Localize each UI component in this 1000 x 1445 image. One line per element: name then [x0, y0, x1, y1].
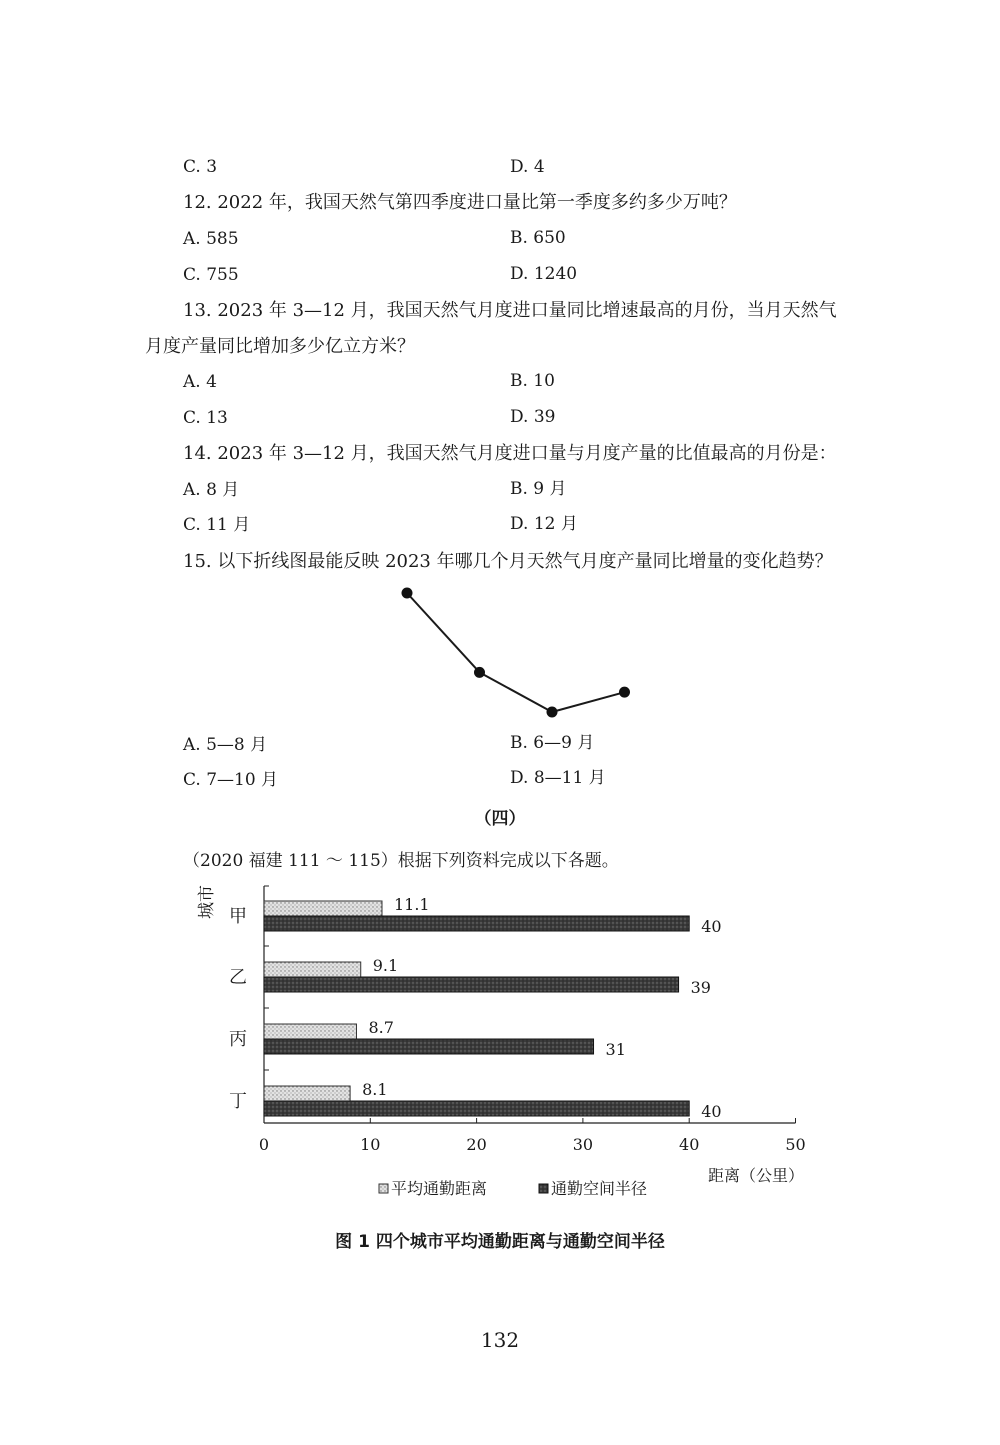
data-label-commute-radius: 31 — [605, 1040, 626, 1059]
x-axis-title: 距离（公里） — [707, 1166, 804, 1185]
x-tick-label: 0 — [258, 1135, 270, 1154]
q13-stem-line2: 月度产量同比增加多少亿立方米？ — [145, 336, 415, 357]
bar-commute-radius — [264, 977, 679, 992]
page-number: 132 — [480, 1328, 520, 1352]
legend-label-average-commute: 平均通勤距离 — [391, 1179, 488, 1198]
bar-average-commute — [264, 1086, 350, 1101]
q14-option-a: A. 8 月 — [183, 480, 240, 500]
category-label: 丙 — [229, 1029, 247, 1050]
section-heading: （四） — [474, 809, 526, 829]
q12-option-b: B. 650 — [510, 228, 566, 248]
bar-commute-radius — [264, 1039, 594, 1054]
x-tick-label: 10 — [360, 1135, 381, 1154]
q13-stem-line1: 13. 2023 年 3—12 月，我国天然气月度进口量同比增速最高的月份，当月天然气 — [183, 300, 837, 321]
legend-swatch-average-commute — [379, 1184, 388, 1193]
trend-point — [402, 588, 413, 599]
x-tick-label: 40 — [679, 1135, 700, 1154]
data-label-average-commute: 9.1 — [372, 956, 399, 975]
trend-point — [619, 687, 630, 698]
q15-option-c: C. 7—10 月 — [183, 770, 279, 790]
data-label-commute-radius: 40 — [701, 917, 722, 936]
q12-option-d: D. 1240 — [510, 264, 578, 284]
q13-option-a: A. 4 — [183, 372, 217, 392]
legend-label-commute-radius: 通勤空间半径 — [551, 1179, 648, 1198]
trend-line-chart — [390, 580, 640, 725]
section-intro: （2020 福建 111 ～ 115）根据下列资料完成以下各题。 — [183, 851, 619, 871]
trend-segment — [552, 692, 625, 712]
legend-swatch-commute-radius — [539, 1184, 548, 1193]
q13-option-b: B. 10 — [510, 371, 555, 391]
data-label-average-commute: 8.1 — [362, 1080, 388, 1099]
trend-point — [547, 707, 558, 718]
category-label: 乙 — [229, 967, 247, 988]
q14-stem: 14. 2023 年 3—12 月，我国天然气月度进口量与月度产量的比值最高的月份是： — [183, 443, 837, 464]
prev-option-c: C. 3 — [183, 157, 218, 177]
q14-option-c: C. 11 月 — [183, 515, 251, 535]
category-label: 丁 — [229, 1091, 247, 1112]
data-label-commute-radius: 40 — [701, 1102, 722, 1121]
trend-segment — [480, 672, 553, 712]
category-label: 甲 — [229, 906, 247, 927]
q13-option-c: C. 13 — [183, 408, 228, 428]
q12-option-a: A. 585 — [183, 229, 239, 249]
q15-option-d: D. 8—11 月 — [510, 768, 606, 788]
bar-average-commute — [264, 1024, 356, 1039]
bar-average-commute — [264, 962, 361, 977]
q12-option-c: C. 755 — [183, 265, 239, 285]
trend-segment — [407, 593, 480, 672]
bar-commute-radius — [264, 1101, 689, 1116]
q12-stem: 12. 2022 年，我国天然气第四季度进口量比第一季度多约多少万吨？ — [183, 192, 737, 213]
q14-option-d: D. 12 月 — [510, 514, 578, 534]
data-label-average-commute: 11.1 — [393, 895, 430, 914]
q14-option-b: B. 9 月 — [510, 479, 567, 499]
y-axis-title: 城市 — [197, 885, 217, 919]
bar-commute-radius — [264, 916, 689, 931]
x-tick-label: 30 — [572, 1135, 594, 1154]
data-label-commute-radius: 39 — [690, 978, 711, 997]
q15-option-b: B. 6—9 月 — [510, 733, 595, 753]
q13-option-d: D. 39 — [510, 407, 556, 427]
x-tick-label: 50 — [785, 1135, 806, 1154]
commute-bar-chart — [180, 870, 840, 1215]
q15-stem: 15. 以下折线图最能反映 2023 年哪几个月天然气月度产量同比增量的变化趋势？ — [183, 551, 833, 572]
trend-point — [474, 667, 485, 678]
bar-average-commute — [264, 901, 382, 916]
prev-option-d: D. 4 — [510, 157, 545, 177]
x-tick-label: 20 — [466, 1135, 487, 1154]
figure-caption: 图 1 四个城市平均通勤距离与通勤空间半径 — [335, 1232, 665, 1252]
data-label-average-commute: 8.7 — [368, 1018, 394, 1037]
q15-option-a: A. 5—8 月 — [183, 735, 268, 755]
